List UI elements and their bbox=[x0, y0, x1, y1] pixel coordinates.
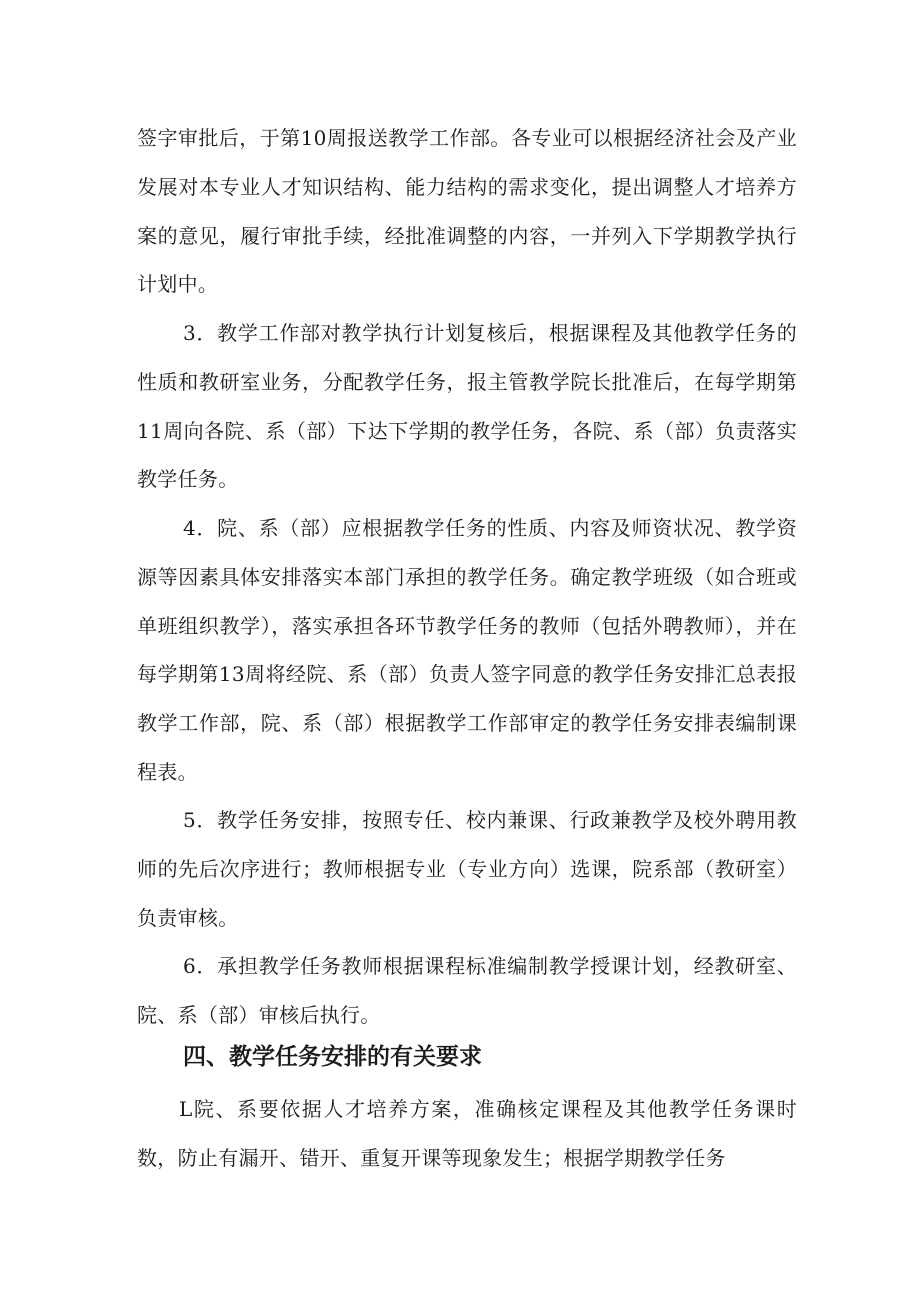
paragraph-item-4: 4．院、系（部）应根据教学任务的性质、内容及师资状况、教学资源等因素具体安排落实本部门承担的教学任务。确定教学班级（如合班或单班组织教学），落实承担各环节教学任务的教师（包括外聘教师），并在每学期第13周将经院、系（部）负责人签字同意的教学任务安排汇总表报教学工作部，院、系（部）根据教学工作部审定的教学任务安排表编制课程表。 bbox=[137, 516, 797, 784]
paragraph-requirement-1: L院、系要依据人才培养方案，准确核定课程及其他教学任务课时数，防止有漏开、错开、重复开课等现象发生；根据学期教学任务 bbox=[137, 1097, 797, 1170]
paragraph-item-3: 3．教学工作部对教学执行计划复核后，根据课程及其他教学任务的性质和教研室业务，分配教学任务，报主管教学院长批准后，在每学期第11周向各院、系（部）下达下学期的教学任务，各院、系（部）负责落实教学任务。 bbox=[137, 321, 797, 492]
section-heading: 四、教学任务安排的有关要求 bbox=[183, 1044, 482, 1070]
paragraph-item-5: 5．教学任务安排，按照专任、校内兼课、行政兼教学及校外聘用教师的先后次序进行；教师根据专业（专业方向）选课，院系部（教研室）负责审核。 bbox=[137, 808, 797, 930]
paragraph-continuation: 签字审批后，于第10周报送教学工作部。各专业可以根据经济社会及产业发展对本专业人才知识结构、能力结构的需求变化，提出调整人才培养方案的意见，履行审批手续，经批准调整的内容，一并列入下学期教学执行计划中。 bbox=[137, 126, 797, 297]
paragraph-item-6: 6．承担教学任务教师根据课程标准编制教学授课计划，经教研室、院、系（部）审核后执行。 bbox=[137, 954, 797, 1027]
